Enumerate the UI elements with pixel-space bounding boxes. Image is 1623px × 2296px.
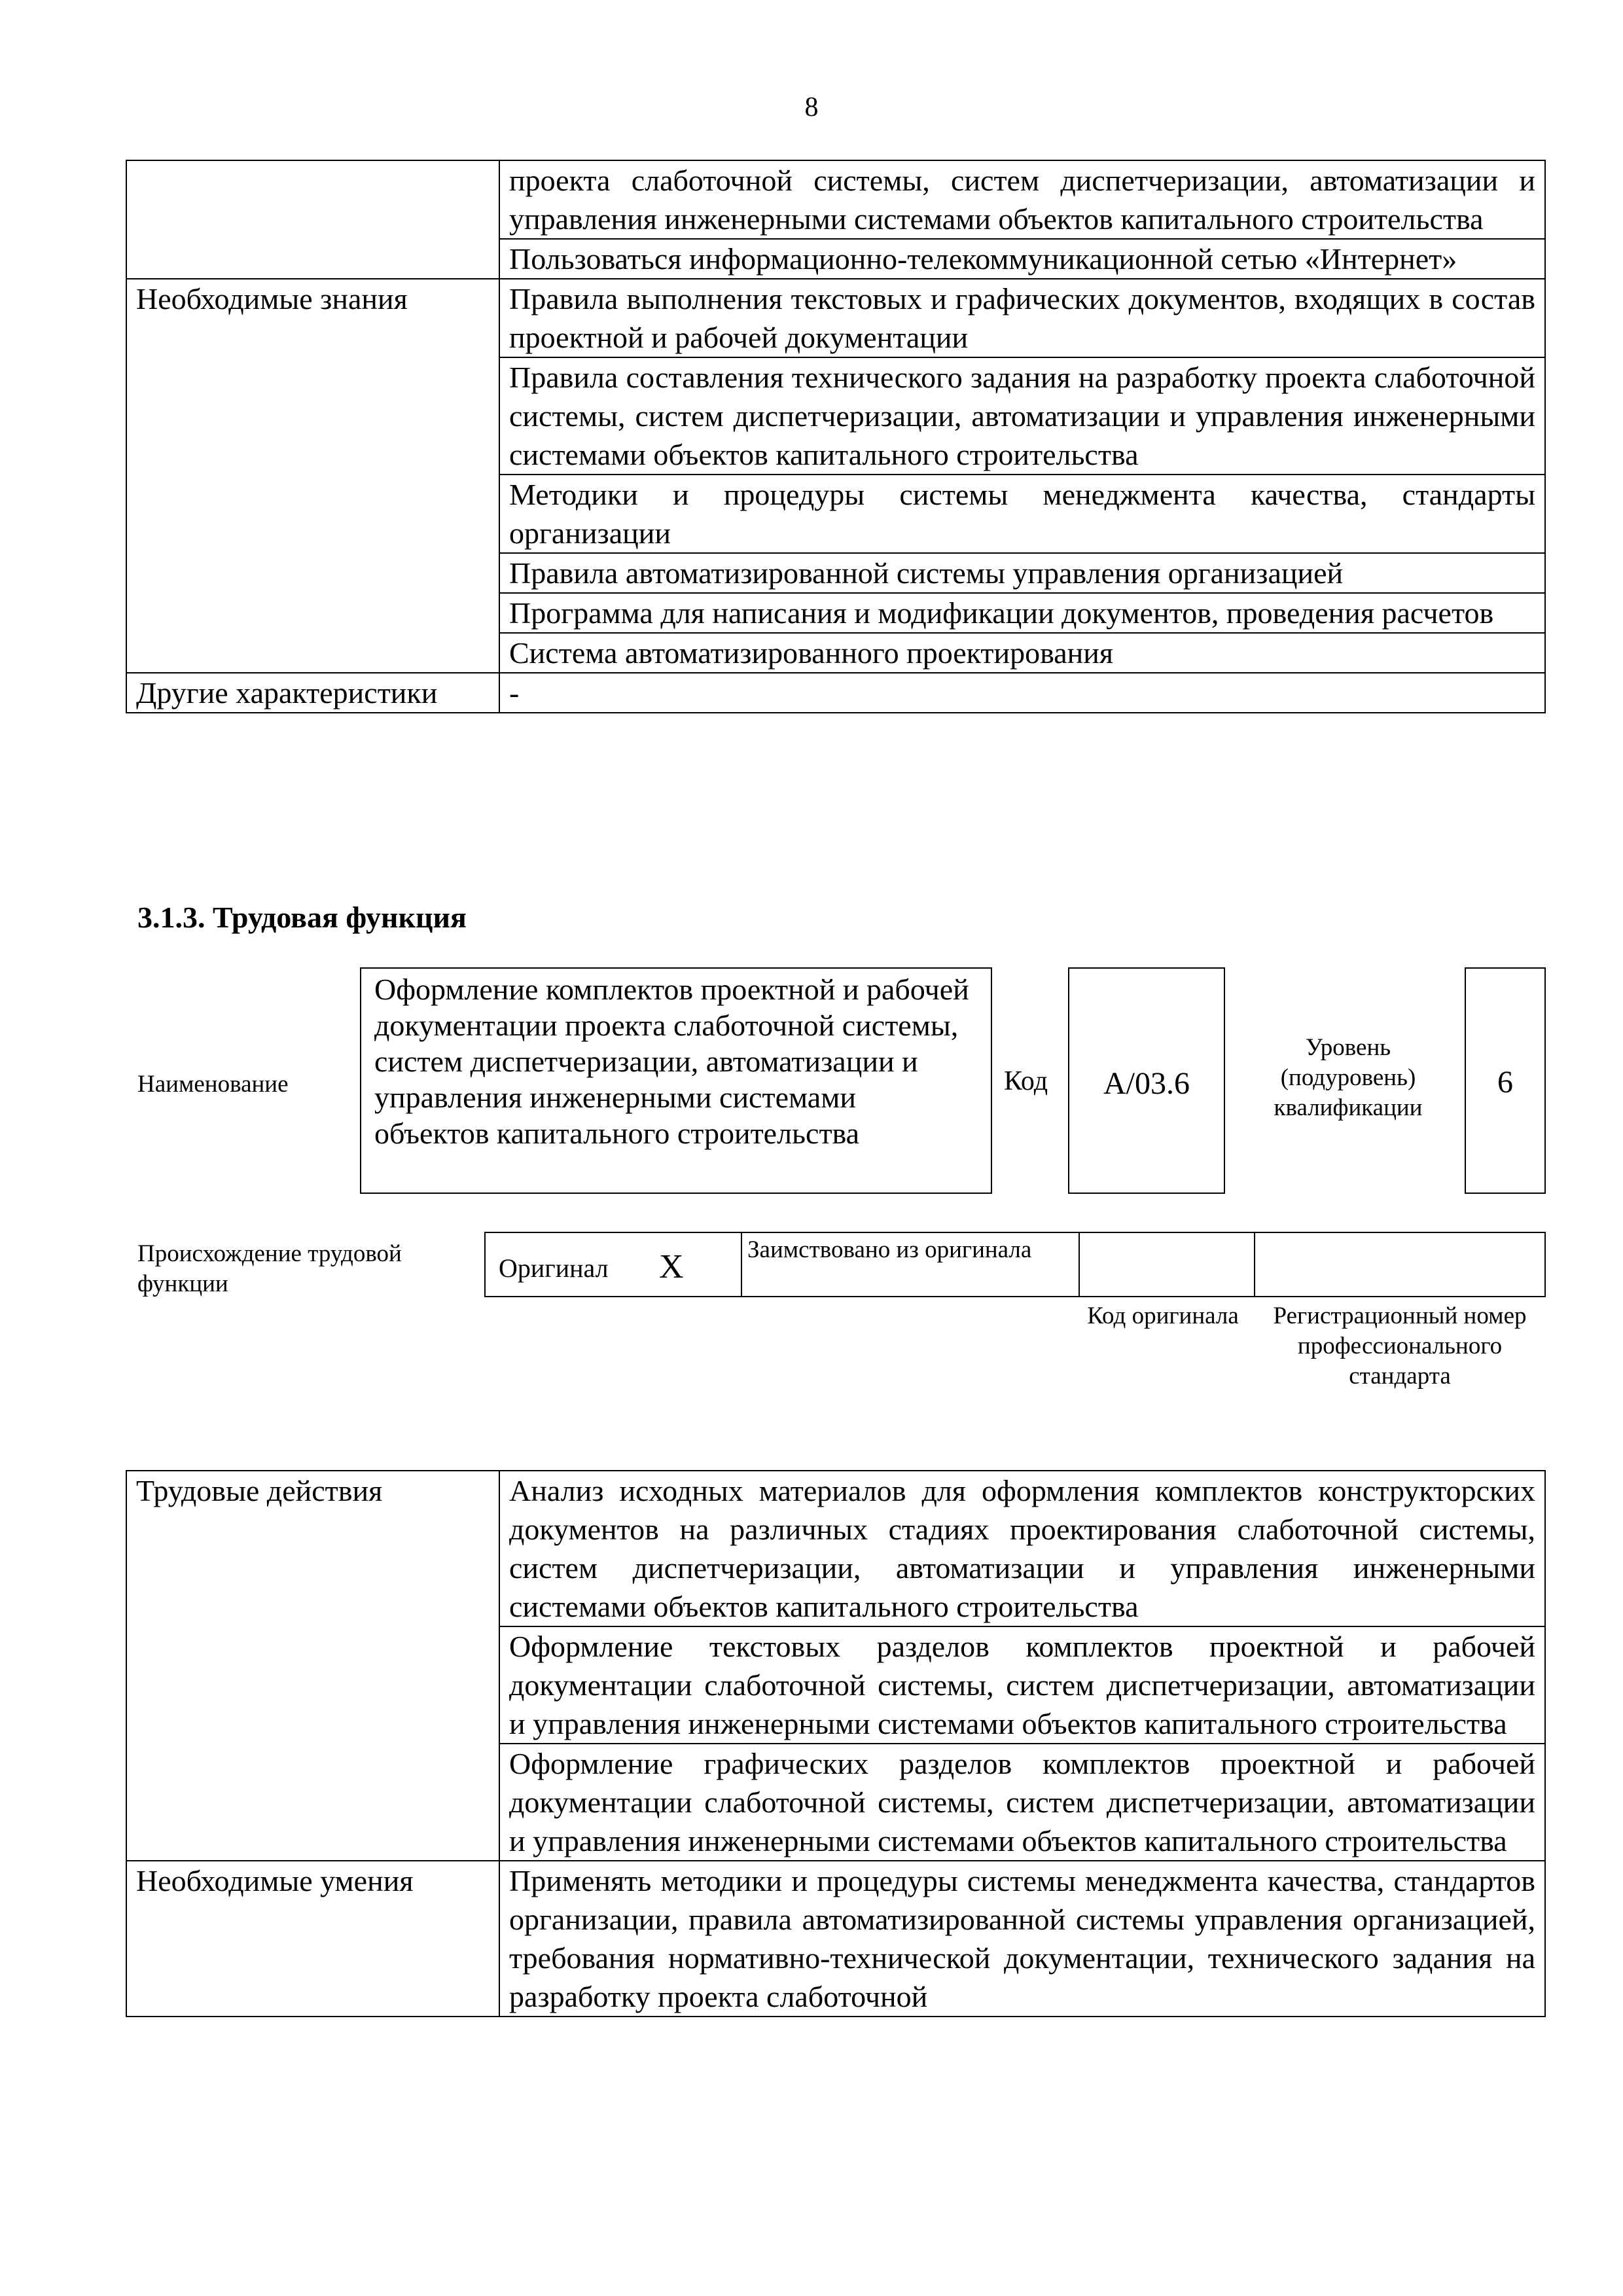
row-label-other: Другие характеристики [126, 673, 499, 713]
cell-divider [741, 1233, 742, 1296]
knowledge-cell: Правила выполнения текстовых и графических документов, входящих в состав проектной и рабочей документации [499, 279, 1545, 357]
action-cell: Оформление графических разделов комплектов проектной и рабочей документации слаботочной системы, систем диспетчеризации, автоматизации и управления инженерными системами объектов капитального строительства [499, 1744, 1545, 1861]
action-cell: Оформление текстовых разделов комплектов проектной и рабочей документации слаботочной системы, систем диспетчеризации, автоматизации и управления инженерными системами объектов капитального строительства [499, 1626, 1545, 1744]
skills-knowledge-table [126, 160, 1546, 713]
origin-label: Происхождение трудовой функции [137, 1240, 402, 1297]
row-label-knowledge: Необходимые знания [126, 279, 499, 673]
knowledge-cell: Правила составления технического задания на разработку проекта слаботочной системы, систем диспетчеризации, автоматизации и управления инженерными системами объектов капитального строительства [499, 357, 1545, 475]
code-label: Код [1004, 1066, 1048, 1096]
page-number: 8 [804, 92, 819, 122]
origin-table [484, 1232, 1546, 1297]
other-cell: - [499, 673, 1545, 713]
table-row [126, 160, 1545, 239]
code-value-box: A/03.6 [1068, 967, 1225, 1194]
reg-caption: Регистрационный номер профессионального стандарта [1273, 1302, 1527, 1390]
code-caption: Код оригинала [1087, 1302, 1239, 1329]
knowledge-cell: Система автоматизированного проектирования [499, 633, 1545, 673]
row-label-actions: Трудовые действия [126, 1471, 499, 1861]
action-cell: Анализ исходных материалов для оформления комплектов конструкторских документов на различных стадиях проектирования слаботочной системы, систем диспетчеризации, автоматизации и управления инженерными системами объектов капитального строительства [499, 1471, 1545, 1626]
original-label: Оригинал [499, 1253, 609, 1283]
level-value-box: 6 [1465, 967, 1546, 1194]
cell-divider [1079, 1233, 1080, 1296]
knowledge-cell: Методики и процедуры системы менеджмента качества, стандарты организации [499, 475, 1545, 553]
skill-cell: Применять методики и процедуры системы менеджмента качества, стандартов организации, правила автоматизированной системы управления организацией, требования нормативно-технической документации, технического задания на разработку проекта слаботочной [499, 1861, 1545, 2017]
row-label-skills: Необходимые умения [126, 1861, 499, 2017]
actions-table [126, 1470, 1546, 2017]
row-label-empty [126, 160, 499, 279]
level-label: Уровень (подуровень) квалификации [1274, 1034, 1423, 1121]
skill-cell: Пользоваться информационно-телекоммуникационной сетью «Интернет» [499, 239, 1545, 279]
name-label: Наименование [137, 1071, 289, 1098]
borrowed-label: Заимствовано из оригинала [747, 1236, 1032, 1263]
knowledge-cell: Программа для написания и модификации документов, проведения расчетов [499, 593, 1545, 633]
original-mark: X [659, 1248, 684, 1285]
table-row [126, 673, 1545, 713]
table-row [126, 279, 1545, 357]
knowledge-cell: Правила автоматизированной системы управления организацией [499, 553, 1545, 593]
skill-cell: проекта слаботочной системы, систем диспетчеризации, автоматизации и управления инженерными системами объектов капитального строительства [499, 160, 1545, 239]
section-heading: 3.1.3. Трудовая функция [137, 901, 467, 934]
function-name-box: Оформление комплектов проектной и рабочей документации проекта слаботочной системы, систем диспетчеризации, автоматизации и управления инженерными системами объектов капитального строительства [360, 967, 992, 1194]
table-row [126, 1861, 1545, 2017]
cell-divider [1254, 1233, 1255, 1296]
table-row [126, 1471, 1545, 1626]
